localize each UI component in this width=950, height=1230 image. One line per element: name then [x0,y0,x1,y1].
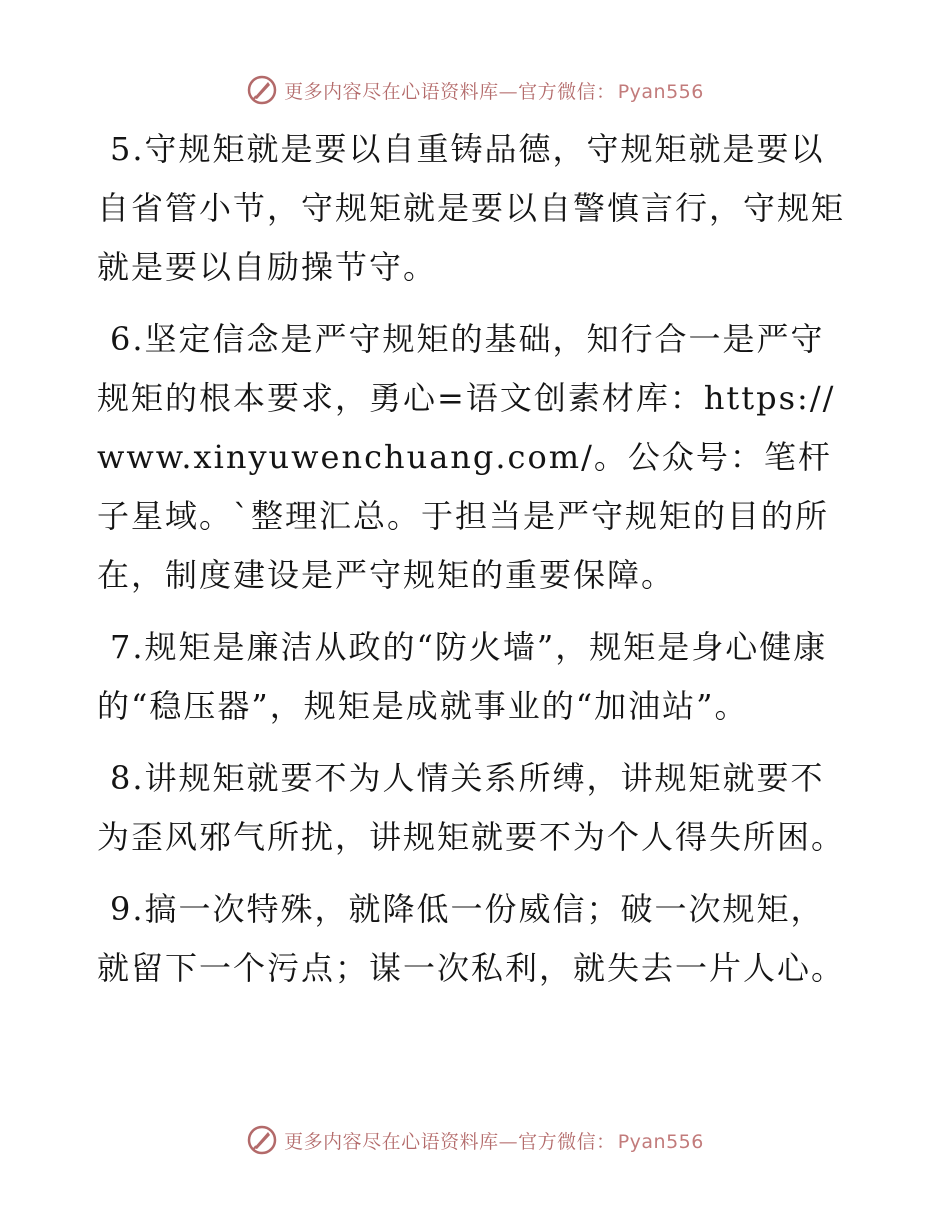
document-body [97,120,857,1011]
footer-watermark [0,1120,950,1160]
watermark-group [246,1124,704,1156]
watermark-text: 更多内容尽在心语资料库—官方微信： Pyan556 [284,80,704,103]
paragraph-5: 5.守规矩就是要以自重铸品德，守规矩就是要以自省管小节，守规矩就是要以自警慎言行，守规矩就是要以自励操节守。 [97,130,846,286]
watermark-group [246,74,704,106]
watermark-text: 更多内容尽在心语资料库—官方微信： Pyan556 [284,1130,704,1153]
paragraph-8: 8.讲规矩就要不为人情关系所缚，讲规矩就要不为歪风邪气所扰，讲规矩就要不为个人得失所困。 [97,759,846,856]
paragraph-9: 9.搞一次特殊，就降低一份威信；破一次规矩，就留下一个污点；谋一次私利，就失去一片人心。 [97,890,846,987]
paragraph-7: 7.规矩是廉洁从政的“防火墙”，规矩是身心健康的“稳压器”，规矩是成就事业的“加油站”。 [97,628,828,725]
paragraph-6: 6.坚定信念是严守规矩的基础，知行合一是严守规矩的根本要求，勇心=语文创素材库：https://www.xinyuwenchuang.com/。公众号：笔杆子星域。`整理汇总。于担当是严守规矩的目的所在，制度建设是严守规矩的重要保障。 [97,320,836,594]
quill-logo-icon [246,1124,278,1156]
quill-logo-icon [246,74,278,106]
header-watermark [0,70,950,110]
